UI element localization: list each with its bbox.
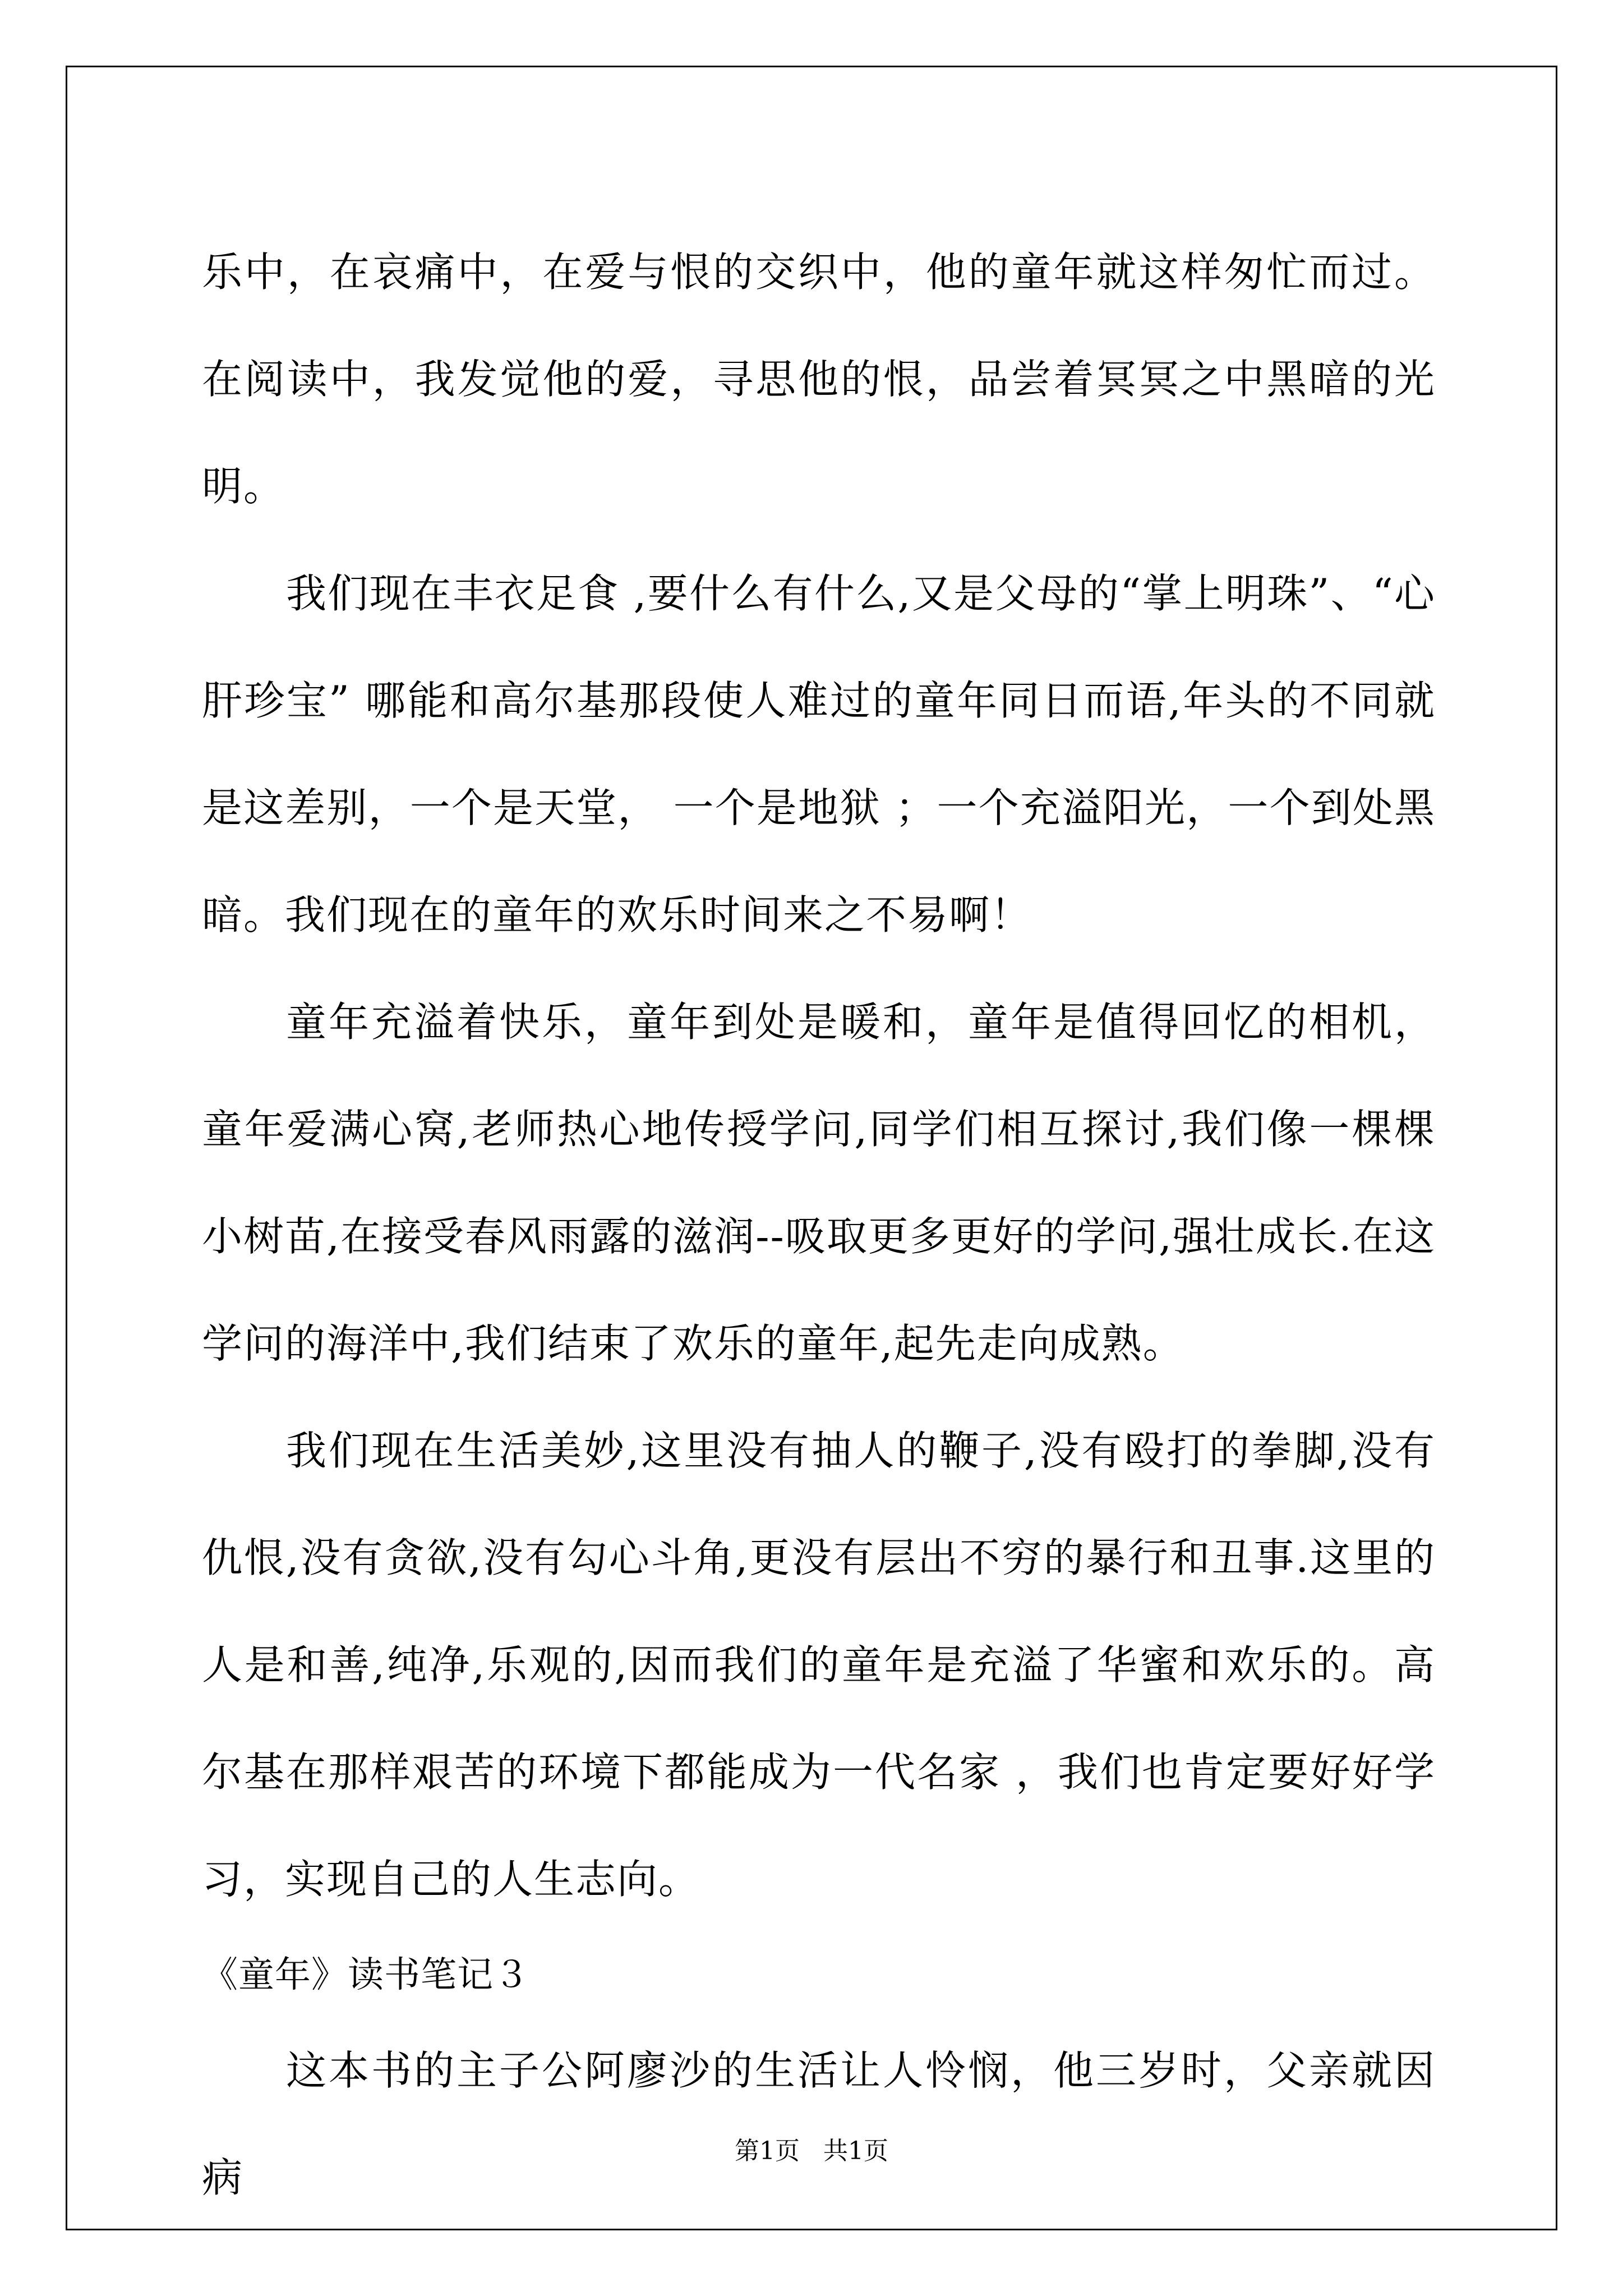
page-number: 第1页 xyxy=(735,2137,800,2165)
document-body xyxy=(202,219,1436,2231)
paragraph-1: 乐中，在哀痛中，在爱与恨的交织中，他的童年就这样匆忙而过。在阅读中，我发觉他的爱，寻思他的恨，品尝着冥冥之中黑暗的光明。 xyxy=(202,249,1436,510)
section-heading: 《童年》读书笔记３ xyxy=(202,1954,530,1996)
paragraph-3: 童年充溢着快乐，童年到处是暖和，童年是值得回忆的相机，童年爱满心窝,老师热心地传授学问,同学们相互探讨,我们像一棵棵小树苗,在接受春风雨露的滋润--吸取更多更好的学问,强壮成长.在这学问的海洋中,我们结束了欢乐的童年,起先走向成熟。 xyxy=(202,999,1436,1367)
page-footer xyxy=(0,2134,1623,2168)
paragraph-5: 这本书的主子公阿廖沙的生活让人怜悯，他三岁时，父亲就因病 xyxy=(202,2047,1436,2201)
paragraph-4: 我们现在生活美妙,这里没有抽人的鞭子,没有殴打的拳脚,没有仇恨,没有贪欲,没有勾心斗角,更没有层出不穷的暴行和丑事.这里的人是和善,纯净,乐观的,因而我们的童年是充溢了华蜜和欢乐的。高尔基在那样艰苦的环境下都能成为一代名家 ，我们也肯定要好好学习，实现自己的人生志向。 xyxy=(202,1427,1436,1903)
page-total: 共1页 xyxy=(823,2137,888,2165)
paragraph-2: 我们现在丰衣足食 ,要什么有什么,又是父母的“掌上明珠”、“心肝珍宝” 哪能和高尔基那段使人难过的童年同日而语,年头的不同就是这差别，一个是天堂， 一个是地狱 ；一个充溢阳光，一个到处黑暗。我们现在的童年的欢乐时间来之不易啊！ xyxy=(202,570,1436,938)
